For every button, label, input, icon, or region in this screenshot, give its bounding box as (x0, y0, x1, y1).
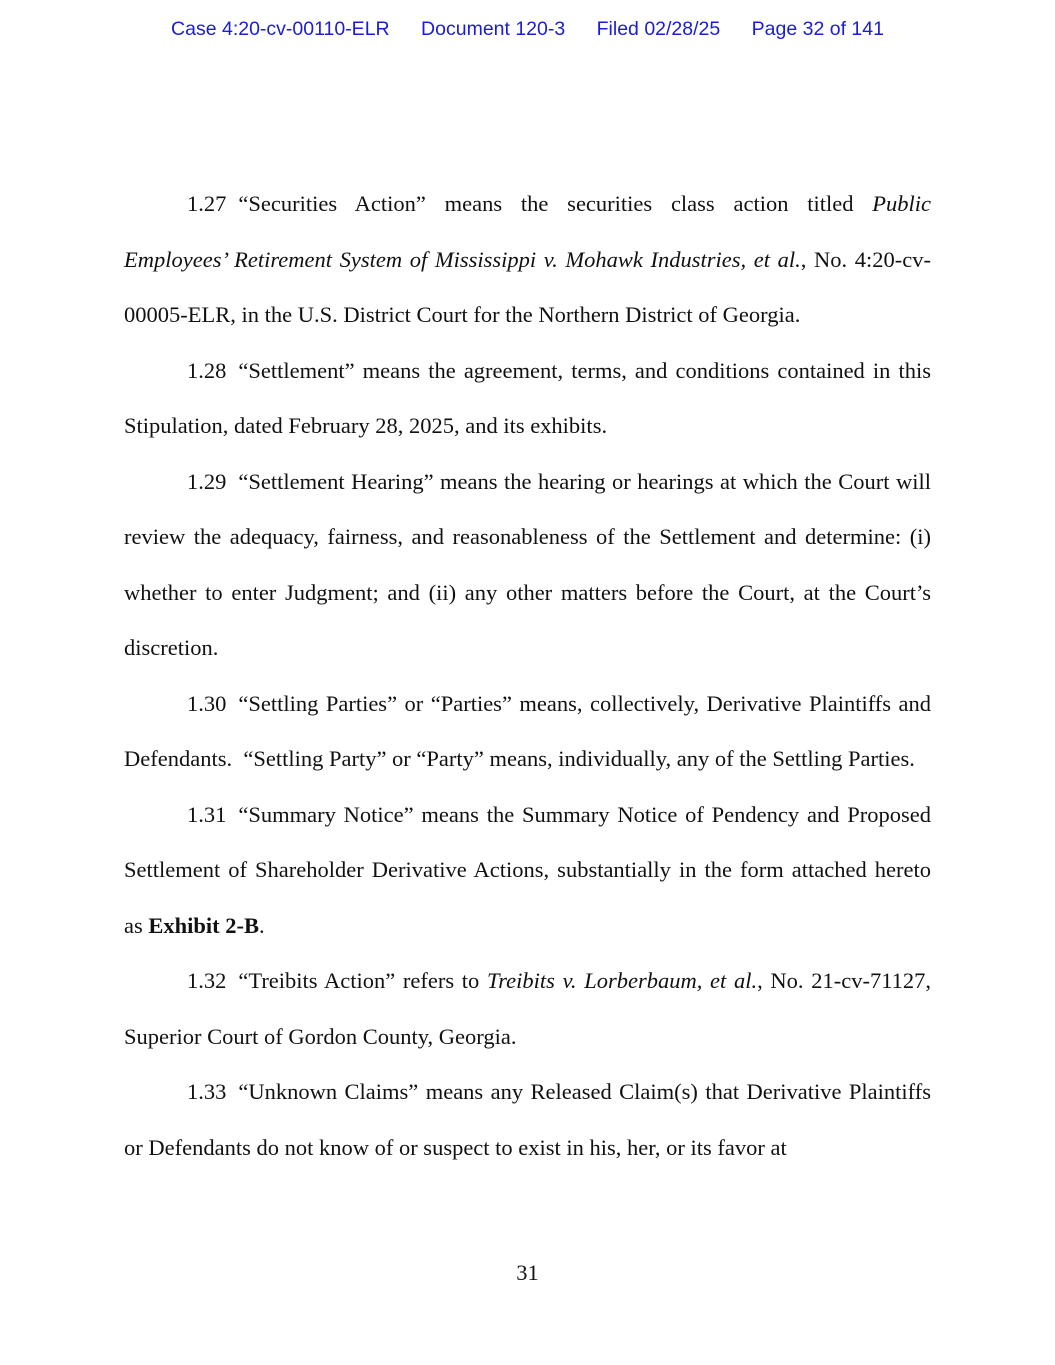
paragraph-text: , No. 4:20-cv-00005-ELR, in the U.S. District Court for the Northern District of Georgia. (124, 246, 931, 327)
section-number: 1.32 (187, 968, 227, 993)
paragraph-text: , No. 21-cv-71127, Superior Court of Gordon County, Georgia. (124, 968, 931, 1049)
paragraph-text: “Securities Action” means the securities class action titled (238, 191, 873, 216)
case-number: Case 4:20-cv-00110-ELR (171, 18, 390, 40)
paragraph-1-27 (124, 176, 931, 343)
document-body (124, 176, 931, 1175)
paragraph-1-30 (124, 676, 931, 787)
paragraph-text: . (259, 912, 265, 938)
page-number: 31 (516, 1260, 539, 1285)
section-number: 1.28 (187, 357, 227, 383)
paragraph-text: “Settlement Hearing” means the hearing or hearings at which the Court will review the adequacy, fairness, and reasonableness of the Settlement and determine: (i) whether to enter Judgment; and (ii) any other matters before the Court, at the Court’s discretion. (124, 468, 931, 660)
paragraph-text: “Summary Notice” means the Summary Notice of Pendency and Proposed Settlement of Shareholder Derivative Actions, substantially in the form attached hereto as (124, 801, 931, 938)
document-number: Document 120-3 (421, 18, 566, 40)
exhibit-reference-bold: Exhibit 2-B (148, 912, 260, 938)
paragraph-1-31 (124, 787, 931, 954)
case-title-italic: Treibits v. Lorberbaum, et al. (486, 968, 758, 993)
paragraph-text: “Settlement” means the agreement, terms, and conditions contained in this Stipulation, dated February 28, 2025, and its exhibits. (124, 357, 931, 438)
paragraph-1-33 (124, 1064, 931, 1175)
section-number: 1.30 (187, 690, 227, 716)
paragraph-text: “Unknown Claims” means any Released Claim(s) that Derivative Plaintiffs or Defendants do not know of or suspect to exist in his, her, or its favor at (124, 1079, 931, 1160)
paragraph-1-28 (124, 343, 931, 454)
section-number: 1.27 (187, 191, 227, 216)
section-number: 1.31 (187, 801, 227, 827)
paragraph-text: “Treibits Action” refers to (238, 968, 487, 993)
section-number: 1.33 (187, 1079, 227, 1104)
case-title-italic: Public Employees’ Retirement System of Mississippi v. Mohawk Industries, et al. (124, 191, 931, 272)
filed-date: Filed 02/28/25 (596, 18, 721, 40)
paragraph-text: “Settling Parties” or “Parties” means, collectively, Derivative Plaintiffs and Defendants. “Settling Party” or “Party” means, individually, any of the Settling Parties. (124, 690, 931, 771)
court-filing-header (0, 18, 1055, 41)
section-number: 1.29 (187, 468, 227, 494)
page-of-total: Page 32 of 141 (751, 18, 884, 40)
paragraph-1-29 (124, 454, 931, 676)
paragraph-1-32 (124, 953, 931, 1064)
